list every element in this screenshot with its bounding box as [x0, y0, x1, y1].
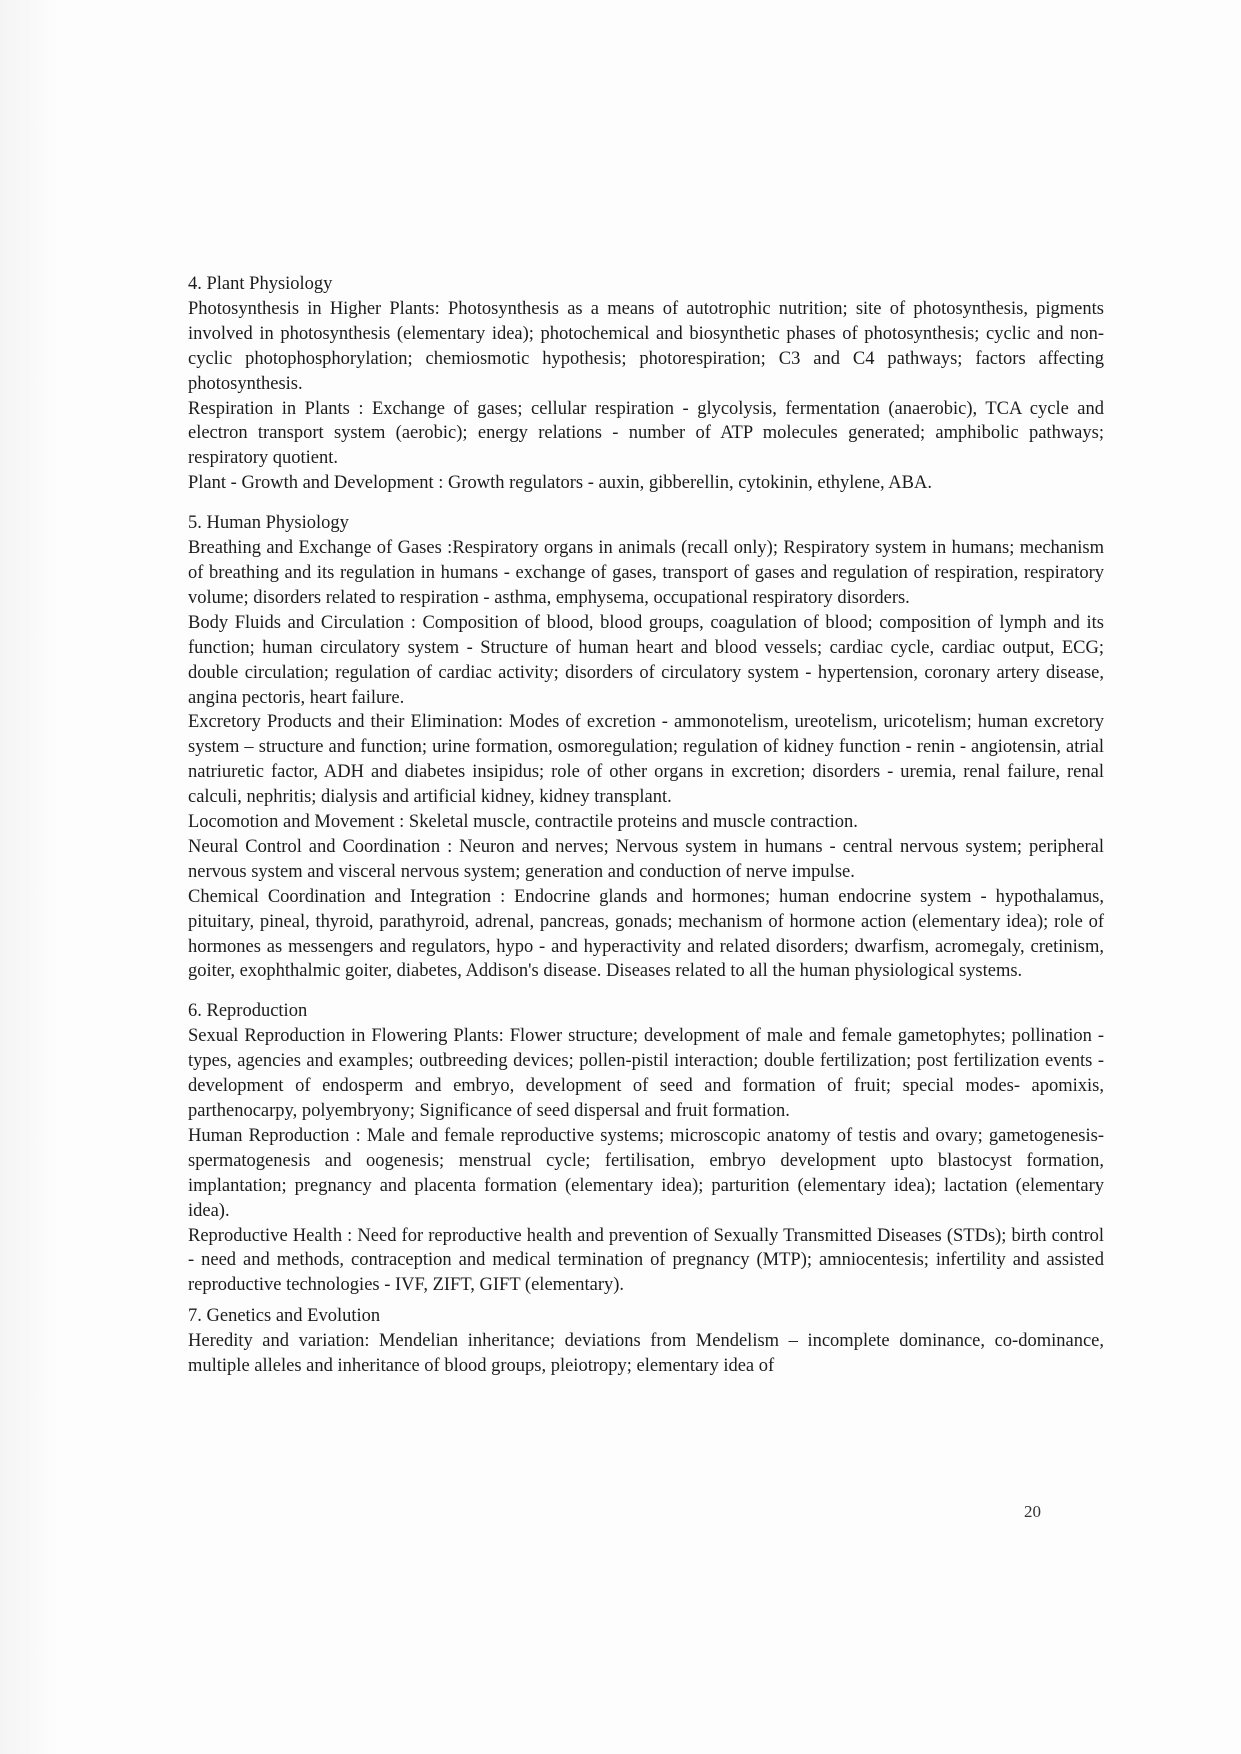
paragraph-heredity-variation: Heredity and variation: Mendelian inheritance; deviations from Mendelism – incomplete dominance, co-dominance, multiple alleles and inheritance of blood groups, pleiotropy; elementary idea of: [188, 1331, 1104, 1377]
section-spacer: [188, 984, 1104, 999]
section-heading-human-physiology: 5. Human Physiology: [188, 513, 349, 534]
paragraph-human-reproduction: Human Reproduction : Male and female reproductive systems; microscopic anatomy of testis and ovary; gametogenesis- spermatogenesis and oogenesis; menstrual cycle; fertilisation, embryo development upto blastocyst formation, implantation; pregnancy and placenta formation (elementary idea); parturition (elementary idea); lactation (elementary idea).: [188, 1125, 1104, 1221]
section-heading-reproduction: 6. Reproduction: [188, 1001, 308, 1022]
syllabus-content: [188, 272, 1104, 1379]
paragraph-respiration-in-plants: Respiration in Plants : Exchange of gases; cellular respiration - glycolysis, fermentation (anaerobic), TCA cycle and electron transport system (aerobic); energy relations - number of ATP molecules generated; amphibolic pathways; respiratory quotient.: [188, 398, 1104, 469]
paragraph-plant-growth: Plant - Growth and Development : Growth regulators - auxin, gibberellin, cytokinin, ethylene, ABA.: [188, 473, 932, 494]
paragraph-excretory-products: Excretory Products and their Elimination: Modes of excretion - ammonotelism, ureotelism, uricotelism; human excretory system – structure and function; urine formation, osmoregulation; regulation of kidney function - renin - angiotensin, atrial natriuretic factor, ADH and diabetes insipidus; role of other organs in excretion; disorders - uremia, renal failure, renal calculi, nephritis; dialysis and artificial kidney, kidney transplant.: [188, 712, 1104, 808]
page-number: 20: [1024, 1502, 1041, 1521]
scan-edge-shadow: [0, 0, 60, 1754]
paragraph-photosynthesis: Photosynthesis in Higher Plants: Photosynthesis as a means of autotrophic nutrition; site of photosynthesis, pigments involved in photosynthesis (elementary idea); photochemical and biosynthetic phases of photosynthesis; cyclic and non-cyclic photophosphorylation; chemiosmotic hypothesis; photorespiration; C3 and C4 pathways; factors affecting photosynthesis.: [188, 298, 1104, 394]
section-spacer: [188, 496, 1104, 511]
paragraph-chemical-coordination: Chemical Coordination and Integration : Endocrine glands and hormones; human endocrine system - hypothalamus, pituitary, pineal, thyroid, parathyroid, adrenal, pancreas, gonads; mechanism of hormone action (elementary idea); role of hormones as messengers and regulators, hypo - and hyperactivity and related disorders; dwarfism, acromegaly, cretinism, goiter, exophthalmic goiter, diabetes, Addison's disease. Diseases related to all the human physiological systems.: [188, 886, 1104, 982]
section-heading-plant-physiology: 4. Plant Physiology: [188, 274, 333, 294]
paragraph-sexual-reproduction-plants: Sexual Reproduction in Flowering Plants: Flower structure; development of male and female gametophytes; pollination - types, agencies and examples; outbreeding devices; pollen-pistil interaction; double fertilization; post fertilization events - development of endosperm and embryo, development of seed and formation of fruit; special modes- apomixis, parthenocarpy, polyembryony; Significance of seed dispersal and fruit formation.: [188, 1026, 1104, 1121]
paragraph-breathing: Breathing and Exchange of Gases :Respiratory organs in animals (recall only); Respiratory system in humans; mechanism of breathing and its regulation in humans - exchange of gases, transport of gases and regulation of respiration, respiratory volume; disorders related to respiration - asthma, emphysema, occupational respiratory disorders.: [188, 538, 1104, 608]
section-heading-genetics-evolution: 7. Genetics and Evolution: [188, 1306, 381, 1327]
paragraph-reproductive-health: Reproductive Health : Need for reproductive health and prevention of Sexually Transmitted Diseases (STDs); birth control - need and methods, contraception and medical termination of pregnancy (MTP); amniocentesis; infertility and assisted reproductive technologies - IVF, ZIFT, GIFT (elementary).: [188, 1225, 1104, 1296]
paragraph-body-fluids: Body Fluids and Circulation : Composition of blood, blood groups, coagulation of blood; composition of lymph and its function; human circulatory system - Structure of human heart and blood vessels; cardiac cycle, cardiac output, ECG; double circulation; regulation of cardiac activity; disorders of circulatory system - hypertension, coronary artery disease, angina pectoris, heart failure.: [188, 612, 1104, 708]
paragraph-locomotion: Locomotion and Movement : Skeletal muscle, contractile proteins and muscle contraction.: [188, 812, 858, 833]
paragraph-neural-control: Neural Control and Coordination : Neuron and nerves; Nervous system in humans - central nervous system; peripheral nervous system and visceral nervous system; generation and conduction of nerve impulse.: [188, 836, 1104, 882]
